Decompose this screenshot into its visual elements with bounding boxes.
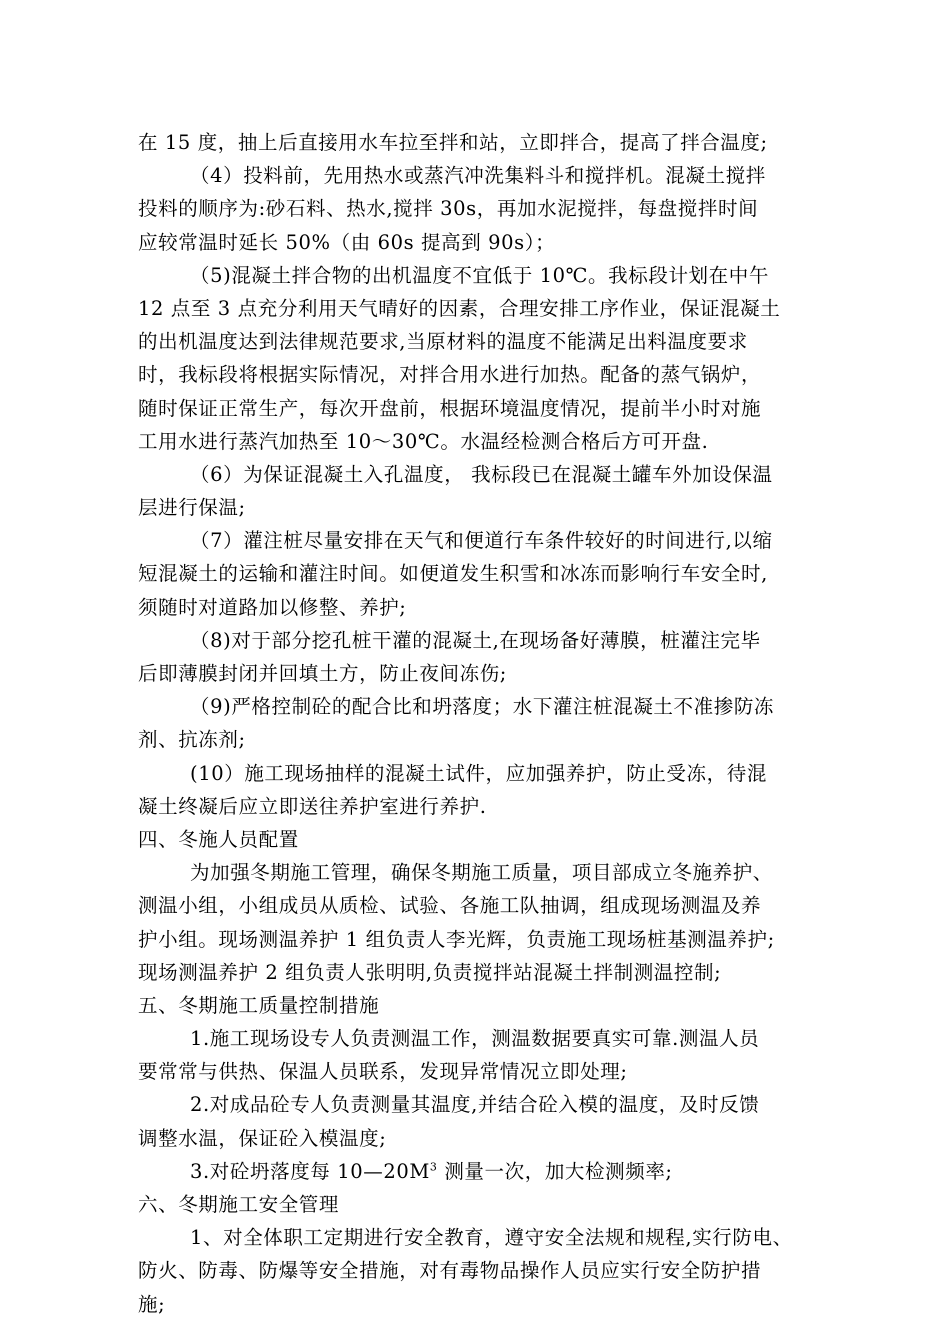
text-line (138, 1254, 848, 1287)
text-line (138, 325, 848, 358)
text-line (138, 259, 848, 292)
line-text: 的出机温度达到法律规范要求,当原材料的温度不能满足出料温度要求 (138, 330, 748, 354)
line-text: 要常常与供热、保温人员联系，发现异常情况立即处理; (138, 1060, 628, 1084)
line-text: 12 点至 3 点充分利用天气晴好的因素，合理安排工序作业，保证混凝土 (138, 296, 781, 320)
line-text: 剂、抗冻剂; (138, 728, 246, 752)
line-text: 五、冬期施工质量控制措施 (138, 993, 380, 1017)
line-text: (10）施工现场抽样的混凝土试件，应加强养护，防止受冻，待混 (190, 761, 767, 785)
line-text: 后即薄膜封闭并回填土方，防止夜间冻伤; (138, 662, 507, 685)
text-line (138, 1188, 848, 1221)
text-line (138, 192, 848, 225)
line-text: 六、冬期施工安全管理 (138, 1193, 340, 1216)
text-line (138, 1288, 848, 1321)
text-line (138, 425, 848, 458)
line-text: 调整水温，保证砼入模温度; (138, 1126, 387, 1150)
line-text: 3.对砼坍落度每 10—20M (190, 1159, 430, 1183)
text-line (138, 823, 848, 856)
text-line (138, 657, 848, 690)
text-line (138, 458, 848, 491)
text-line (138, 690, 848, 723)
line-text: 1.施工现场设专人负责测温工作，测温数据要真实可靠.测温人员 (190, 1027, 760, 1051)
text-line (138, 591, 848, 624)
line-text: 2.对成品砼专人负责测量其温度,并结合砼入模的温度，及时反馈 (190, 1093, 760, 1117)
line-text: 投料的顺序为:砂石料、热水,搅拌 30s，再加水泥搅拌，每盘搅拌时间 (138, 197, 759, 221)
text-line (138, 923, 848, 956)
text-line (138, 557, 848, 590)
text-line (138, 1155, 848, 1188)
text-line (138, 790, 848, 823)
line-text: 施; (138, 1292, 166, 1316)
line-text: 层进行保温; (138, 496, 246, 520)
line-text: 1、对全体职工定期进行安全教育，遵守安全法规和规程,实行防电、 (190, 1226, 793, 1250)
line-text: （6）为保证混凝土入孔温度， 我标段已在混凝土罐车外加设保温 (190, 462, 773, 486)
text-line (138, 358, 848, 391)
text-line (138, 956, 848, 989)
text-line (138, 524, 848, 557)
line-text: 应较常温时延长 50%（由 60s 提高到 90s）； (138, 230, 556, 254)
line-text: 为加强冬期施工管理，确保冬期施工质量，项目部成立冬施养护、 (190, 861, 773, 885)
text-line (138, 1122, 848, 1155)
line-text: 工用水进行蒸汽加热至 10～30℃。水温经检测合格后方可开盘. (138, 429, 709, 453)
line-text: （9)严格控制砼的配合比和坍落度；水下灌注桩混凝土不准掺防冻 (190, 695, 775, 719)
text-line (138, 292, 848, 325)
line-text: 护小组。现场测温养护 1 组负责人李光辉，负责施工现场桩基测温养护; (138, 927, 775, 951)
line-text: 时，我标段将根据实际情况，对拌合用水进行加热。配备的蒸气锅炉， (138, 363, 762, 387)
document-body (138, 126, 848, 1321)
text-line (138, 1088, 848, 1121)
text-line (138, 491, 848, 524)
line-text: （5)混凝土拌合物的出机温度不宜低于 10℃。我标段计划在中午 (190, 263, 769, 287)
text-line (138, 392, 848, 425)
text-line (138, 889, 848, 922)
text-line (138, 226, 848, 259)
line-text: （8)对于部分挖孔桩干灌的混凝土,在现场备好薄膜，桩灌注完毕 (190, 628, 761, 652)
line-text: 随时保证正常生产，每次开盘前，根据环境温度情况，提前半小时对施 (138, 396, 762, 420)
line-text: 凝土终凝后应立即送往养护室进行养护. (138, 794, 487, 818)
text-line (138, 856, 848, 889)
text-line (138, 757, 848, 790)
line-text: （7）灌注桩尽量安排在天气和便道行车条件较好的时间进行,以缩 (190, 529, 773, 553)
text-line (138, 989, 848, 1022)
line-text: 四、冬施人员配置 (138, 827, 299, 851)
line-text: 测温小组，小组成员从质检、试验、各施工队抽调，组成现场测温及养 (138, 894, 762, 918)
text-line (138, 1022, 848, 1055)
text-line (138, 1221, 848, 1254)
line-text: 在 15 度，抽上后直接用水车拉至拌和站，立即拌合，提高了拌合温度; (138, 131, 768, 154)
line-text: 现场测温养护 2 组负责人张明明,负责搅拌站混凝土拌制测温控制; (138, 960, 722, 984)
text-line (138, 624, 848, 657)
line-text: 防火、防毒、防爆等安全措施，对有毒物品操作人员应实行安全防护措 (138, 1259, 762, 1283)
text-line (138, 1055, 848, 1088)
text-line (138, 126, 848, 159)
text-line (138, 159, 848, 192)
superscript-unit: 3 (429, 1160, 438, 1174)
line-text: 须随时对道路加以修整、养护; (138, 595, 407, 619)
text-line (138, 723, 848, 756)
line-text-continued: 测量一次，加大检测频率; (437, 1159, 673, 1183)
line-text: （4）投料前，先用热水或蒸汽冲洗集料斗和搅拌机。混凝土搅拌 (190, 164, 766, 188)
line-text: 短混凝土的运输和灌注时间。如便道发生积雪和冰冻而影响行车安全时, (138, 562, 768, 586)
